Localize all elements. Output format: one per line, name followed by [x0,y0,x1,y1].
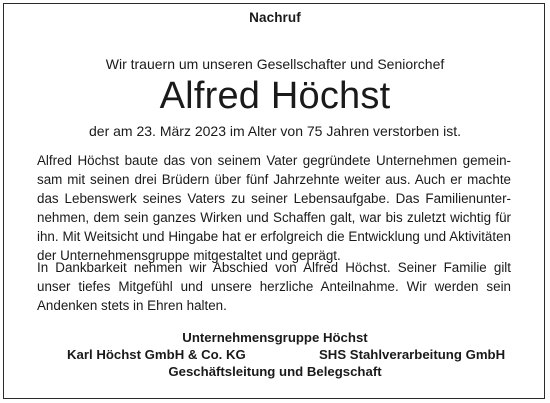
paragraph-line: unser tiefes Mitgefühl und unsere herzliche Anteilnahme. Wir werden sein [37,279,511,294]
paragraph-line: Andenken stets in Ehren halten. [37,298,227,313]
paragraph-line: der Unternehmensgruppe mitgestaltet und geprägt. [37,248,341,263]
signature-company-left: Karl Höchst GmbH & Co. KG [67,347,246,362]
paragraph-line: Alfred Höchst baute das von seinem Vater gegründete Unternehmen gemein- [37,153,511,168]
deceased-name: Alfred Höchst [159,75,391,117]
signature-company-right: SHS Stahlverarbeitung GmbH [319,347,506,362]
signature-group: Unternehmensgruppe Höchst [182,330,368,345]
obituary-heading: Nachruf [249,10,301,25]
paragraph-farewell [37,258,511,315]
death-date-line: der am 23. März 2023 im Alter von 75 Jahren verstorben ist. [89,123,461,139]
paragraph-line: In Dankbarkeit nehmen wir Abschied von Alfred Höchst. Seiner Familie gilt [37,260,511,275]
intro-line: Wir trauern um unseren Gesellschafter und Seniorchef [105,56,445,72]
signature-management: Geschäftsleitung und Belegschaft [168,364,382,379]
paragraph-line: sam mit seinen drei Brüdern über fünf Jahrzehnte weiter aus. Auch er machte [37,172,511,187]
paragraph-line: ihn. Mit Weitsicht und Hingabe hat er erfolgreich die Entwicklung und Aktivitäten [37,229,511,244]
paragraph-line: das Lebenswerk seines Vaters zu seiner Lebensaufgabe. Das Familienunter- [37,191,511,206]
paragraph-line: nehmen, dem sein ganzes Wirken und Schaffen galt, war bis zuletzt wichtig für [37,210,511,225]
paragraph-tribute [37,151,511,265]
